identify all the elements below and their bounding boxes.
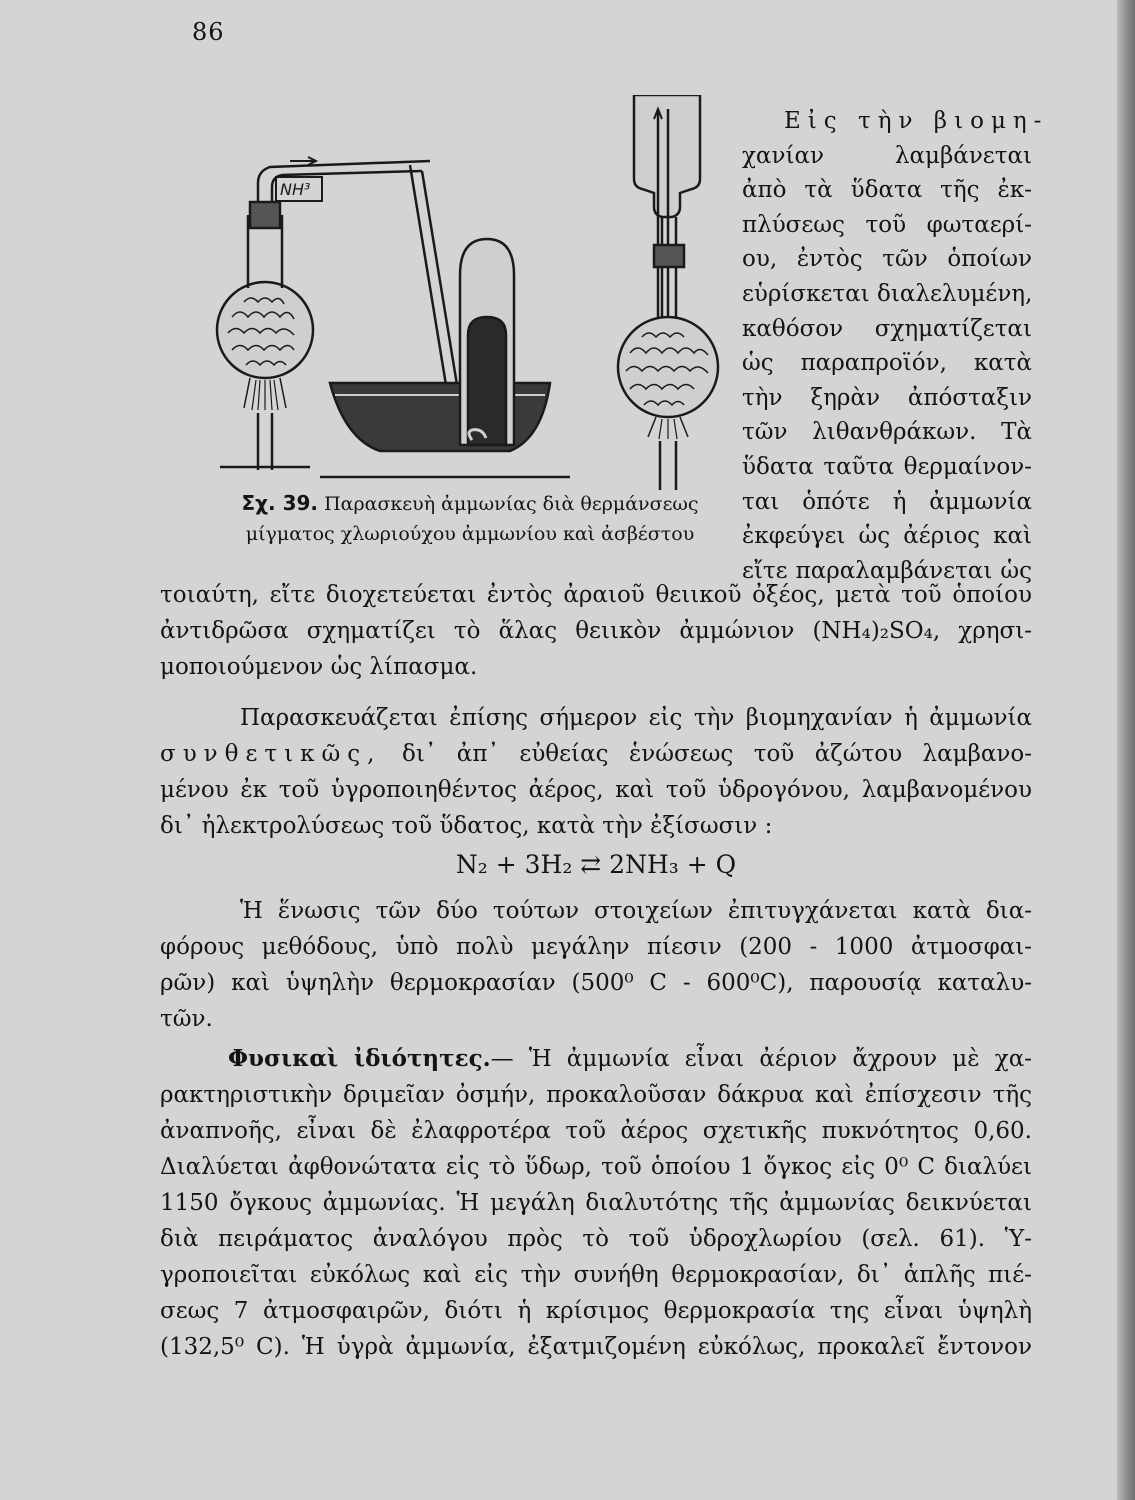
line-rest: δι᾽ ἀπ᾽ εὐθείας ἑνώσεως τοῦ ἀζώτου λαμβανο-: [401, 741, 1032, 767]
side-line: ου, ἐντὸς τῶν ὁποίων: [742, 246, 1032, 273]
side-line: εἴτε παραλαμβάνεται ὡς: [742, 557, 1032, 584]
figure-caption: [210, 488, 730, 549]
caption-line-1: Παρασκευὴ ἀμμωνίας διὰ θερμάνσεως: [324, 493, 699, 515]
text-line: μένου ἐκ τοῦ ὑγροποιηθέντος ἀέρος, καὶ τοῦ ὑδρογόνου, λαμβανομένου: [160, 777, 1032, 803]
text-line: Διαλύεται ἀφθονώτατα εἰς τὸ ὕδωρ, τοῦ ὁποίου 1 ὄγκος εἰς 0⁰ C διαλύει: [160, 1154, 1032, 1180]
figure-label: Σχ. 39.: [241, 491, 319, 515]
text-line: Παρασκευάζεται ἐπίσης σήμερον εἰς τὴν βιομηχανίαν ἡ ἀμμωνία: [240, 705, 1032, 731]
text-line: τῶν.: [160, 1006, 213, 1032]
text-line: ἀντιδρῶσα σχηματίζει τὸ ἅλας θειικὸν ἀμμώνιον (NH₄)₂SO₄, χρησι-: [160, 618, 1032, 644]
right-flask-with-washer: [618, 95, 718, 490]
side-line: τῶν λιθανθράκων. Τὰ: [742, 419, 1032, 446]
text-line: δι᾽ ἠλεκτρολύσεως τοῦ ὕδατος, κατὰ τὴν ἐξίσωσιν :: [160, 813, 773, 839]
text-line: μοποιούμενον ὡς λίπασμα.: [160, 654, 478, 680]
text-line: (132,5⁰ C). Ἡ ὑγρὰ ἀμμωνία, ἐξατμιζομένη εὐκόλως, προκαλεῖ ἔντονον: [160, 1334, 1032, 1360]
page-edge-shadow: [1117, 0, 1135, 1500]
text-line: σεως 7 ἀτμοσφαιρῶν, διότι ἡ κρίσιμος θερμοκρασία της εἶναι ὑψηλὴ: [160, 1298, 1032, 1324]
paragraph-1: [160, 577, 1032, 685]
text-line: [160, 736, 1032, 772]
paragraph-3: [160, 893, 1032, 1037]
side-column-text: [742, 104, 1049, 588]
paragraph-2: [160, 700, 1032, 844]
text-line: Ἡ ἕνωσις τῶν δύο τούτων στοιχείων ἐπιτυγχάνεται κατὰ δια-: [240, 898, 1032, 924]
page-number: 86: [192, 18, 225, 46]
paragraph-4: [160, 1041, 1032, 1365]
side-line: ὡς παραπροϊόν, κατὰ: [742, 350, 1032, 377]
side-line: ἀπὸ τὰ ὕδατα τῆς ἐκ-: [742, 177, 1032, 204]
text-line: διὰ πειράματος ἀναλόγου πρὸς τὸ τοῦ ὑδροχλωρίου (σελ. 61). Ὑ-: [160, 1226, 1032, 1252]
text-line: 1150 ὄγκους ἀμμωνίας. Ἡ μεγάλη διαλυτότης τῆς ἀμμωνίας δεικνύεται: [160, 1190, 1032, 1216]
side-line: χανίαν λαμβάνεται: [742, 142, 1032, 169]
ammonia-apparatus-figure: [210, 95, 720, 490]
collection-bowl: [320, 383, 570, 477]
caption-line-2: μίγματος χλωριούχου ἀμμωνίου καὶ ἀσβέστου: [245, 523, 695, 545]
inverted-test-tube: [460, 239, 514, 445]
spaced-word: συνθετικῶς,: [160, 741, 382, 767]
text-line: γροποιεῖται εὐκόλως καὶ εἰς τὴν συνήθη θερμοκρασίαν, δι᾽ ἁπλῆς πιέ-: [160, 1262, 1032, 1288]
side-line: ὕδατα ταῦτα θερμαίνον-: [742, 453, 1032, 480]
side-line: καθόσον σχηματίζεται: [742, 315, 1032, 342]
text-line: ἀναπνοῆς, εἶναι δὲ ἐλαφροτέρα τοῦ ἀέρος σχετικῆς πυκνότητος 0,60.: [160, 1118, 1032, 1144]
side-line: ται ὁπότε ἡ ἀμμωνία: [742, 488, 1032, 515]
side-line: τὴν ξηρὰν ἀπόσταξιν: [742, 384, 1032, 411]
side-line: εὑρίσκεται διαλελυμένη,: [742, 280, 1033, 307]
equation-block: [160, 847, 1032, 883]
text-line: τοιαύτη, εἴτε διοχετεύεται ἐντὸς ἀραιοῦ θειικοῦ ὀξέος, μετὰ τοῦ ὁποίου: [160, 582, 1032, 608]
nh3-label: NH³: [280, 180, 311, 199]
text-line: [160, 1041, 1032, 1077]
side-line: Εἰς τὴν βιομη-: [784, 108, 1049, 134]
side-line: πλύσεως τοῦ φωταερί-: [742, 211, 1032, 238]
section-heading: Φυσικαὶ ἰδιότητες.: [228, 1045, 491, 1072]
text-line: ρακτηριστικὴν δριμεῖαν ὀσμήν, προκαλοῦσαν δάκρυα καὶ ἐπίσχεσιν τῆς: [160, 1082, 1032, 1108]
ammonia-synthesis-equation: N₂ + 3H₂ ⇄ 2NH₃ + Q: [455, 850, 737, 879]
side-line: ἐκφεύγει ὡς ἀέριος καὶ: [742, 523, 1032, 550]
text-line: φόρους μεθόδους, ὑπὸ πολὺ μεγάλην πίεσιν (200 - 1000 ἀτμοσφαι-: [160, 934, 1032, 960]
line-rest: — Ἡ ἀμμωνία εἶναι ἀέριον ἄχρουν μὲ χα-: [490, 1046, 1033, 1072]
text-line: ρῶν) καὶ ὑψηλὴν θερμοκρασίαν (500⁰ C - 600⁰C), παρουσίᾳ καταλυ-: [160, 970, 1032, 996]
